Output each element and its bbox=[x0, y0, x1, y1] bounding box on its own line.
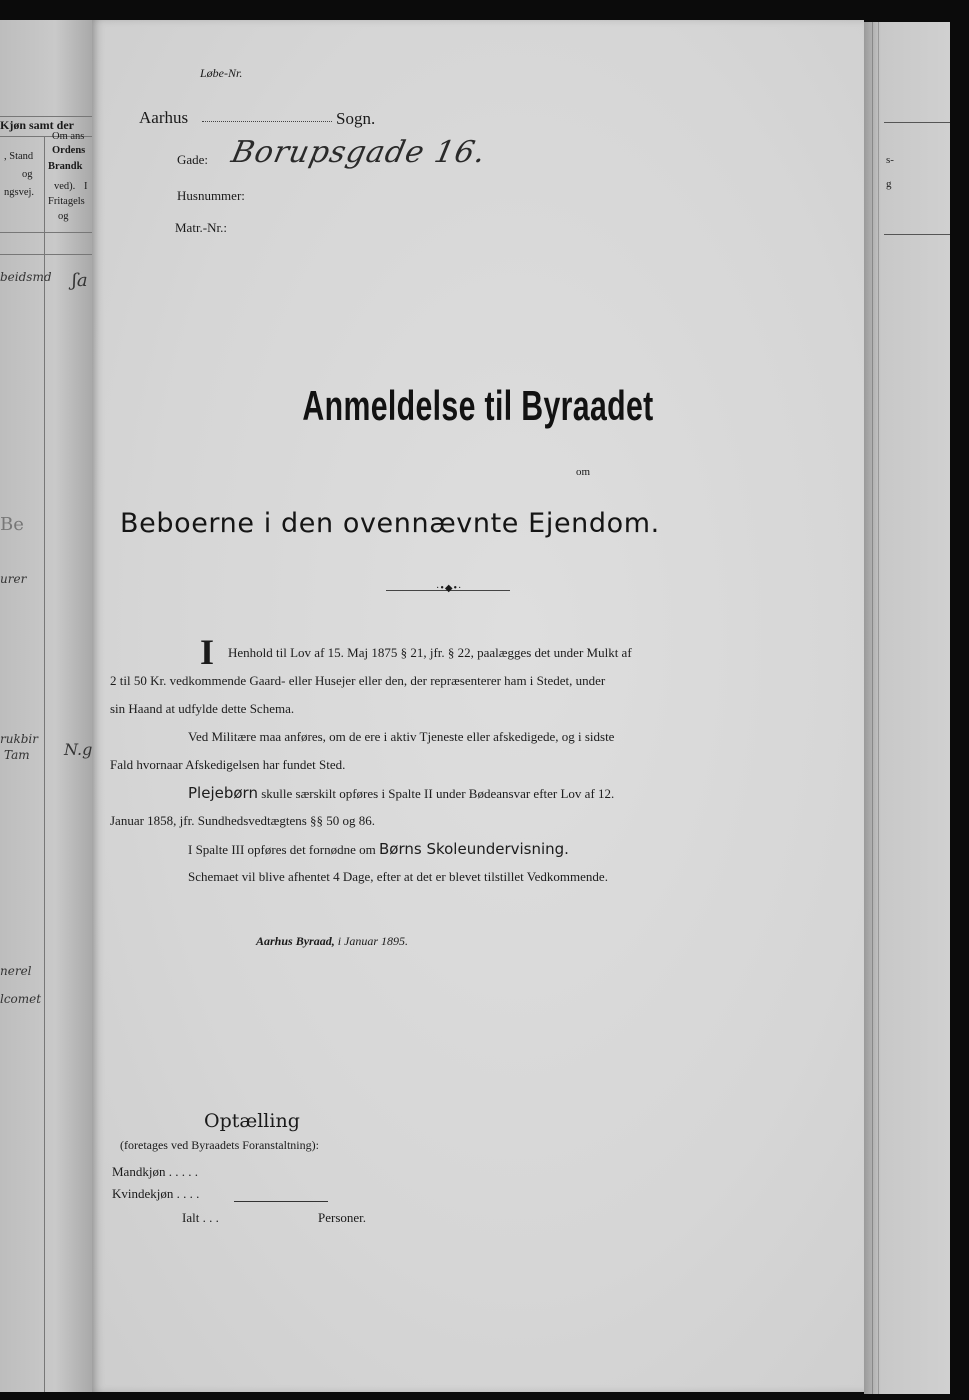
sogn-fill-line bbox=[202, 120, 332, 122]
sum-rule bbox=[234, 1201, 328, 1202]
instruction-line: Januar 1858, jfr. Sundhedsvedtægtens §§ 50 og 86. bbox=[110, 813, 376, 828]
husnummer-label: Husnummer: bbox=[177, 188, 245, 203]
title-connector: om bbox=[575, 466, 591, 478]
edge-rule bbox=[884, 122, 950, 123]
gade-handwritten-value: Borupsgade 16. bbox=[228, 135, 490, 170]
left-handwriting: nerel bbox=[0, 964, 32, 978]
lobe-nr-label: Løbe-Nr. bbox=[200, 66, 243, 80]
edge-line bbox=[872, 22, 873, 1394]
edge-mark: g bbox=[886, 178, 892, 190]
divider-ornament: ·•◆•· bbox=[436, 583, 463, 594]
left-col2-line: ved). bbox=[54, 181, 76, 192]
page-title: Anmeldelse til Byraadet bbox=[302, 382, 654, 429]
instruction-line: sin Haand at udfylde dette Schema. bbox=[110, 701, 295, 716]
instruction-line: Fald hvornaar Afskedigelsen har fundet Sted. bbox=[110, 757, 346, 772]
left-page-header: Kjøn samt der bbox=[0, 118, 74, 132]
left-col2-line: Brandk bbox=[48, 161, 83, 172]
page-stack-edge bbox=[864, 22, 950, 1394]
personer-label: Personer. bbox=[318, 1210, 367, 1225]
matr-nr-label: Matr.-Nr.: bbox=[175, 220, 227, 235]
drop-initial: I bbox=[200, 632, 215, 672]
kvindekjon-label: Kvindekjøn . . . . bbox=[112, 1186, 200, 1201]
left-col2-line: og bbox=[58, 211, 69, 222]
left-handwriting: ʃa bbox=[72, 270, 88, 291]
edge-mark: s- bbox=[886, 154, 894, 166]
left-col1-line: ngsvej. bbox=[4, 187, 35, 198]
left-handwriting: beidsmd bbox=[0, 270, 52, 284]
left-col2-line: Ordens bbox=[52, 145, 86, 156]
edge-line bbox=[878, 22, 879, 1394]
left-handwriting: urer bbox=[0, 572, 27, 586]
aarhus-label: Aarhus bbox=[139, 108, 189, 127]
left-col1-line: og bbox=[22, 169, 33, 180]
previous-page-edge bbox=[0, 20, 92, 1392]
instruction-line: Ved Militære maa anføres, om de ere i aktiv Tjeneste eller afskedigede, og i sidste bbox=[188, 729, 615, 744]
left-page-rule bbox=[0, 116, 92, 117]
signature-org: Aarhus Byraad, bbox=[256, 934, 335, 948]
left-col2-line: Fritagels bbox=[48, 196, 85, 207]
count-subheading: (foretages ved Byraadets Foranstaltning): bbox=[120, 1138, 319, 1152]
left-page-rule bbox=[0, 254, 92, 255]
skoleundervisning-emphasis: Børns Skoleundervisning. bbox=[378, 840, 569, 858]
left-handwriting: N.g bbox=[64, 740, 92, 759]
edge-rule bbox=[884, 234, 950, 235]
left-handwriting: lcomet bbox=[0, 992, 42, 1006]
instruction-text: skulle særskilt opføres i Spalte II under Bødeansvar efter Lov af 12. bbox=[261, 786, 615, 801]
left-handwriting: rukbir bbox=[0, 732, 38, 746]
count-heading: Optælling bbox=[204, 1110, 300, 1132]
plejeborn-emphasis: Plejebørn bbox=[188, 784, 258, 802]
form-page bbox=[92, 20, 864, 1392]
instruction-line: Schemaet vil blive afhentet 4 Dage, efter at det er blevet tilstillet Vedkommende. bbox=[188, 869, 608, 884]
left-page-rule bbox=[0, 232, 92, 233]
left-page-column-line bbox=[44, 136, 45, 1392]
page-subtitle: Beboerne i den ovennævnte Ejendom. bbox=[120, 508, 660, 539]
mandkjon-label: Mandkjøn . . . . . bbox=[112, 1164, 198, 1179]
signature-date: i Januar 1895. bbox=[337, 934, 409, 948]
gade-label: Gade: bbox=[177, 152, 209, 167]
instruction-line: Henhold til Lov af 15. Maj 1875 § 21, jfr. § 22, paalægges det under Mulkt af bbox=[228, 645, 632, 660]
ialt-label: Ialt . . . bbox=[182, 1210, 219, 1225]
left-handwriting: Tam bbox=[4, 748, 30, 762]
instruction-line bbox=[188, 779, 614, 808]
instruction-line: 2 til 50 Kr. vedkommende Gaard- eller Husejer eller den, der repræsenterer ham i Stedet, under bbox=[110, 673, 606, 688]
signature-line bbox=[256, 934, 408, 949]
instruction-text: I Spalte III opføres det fornødne om bbox=[188, 842, 376, 857]
left-col2-line: Om ans bbox=[52, 131, 85, 142]
instruction-line bbox=[188, 835, 569, 864]
left-col2-line: I bbox=[84, 181, 88, 192]
left-handwriting: Be bbox=[0, 514, 24, 535]
left-col1-line: , Stand bbox=[4, 151, 34, 162]
sogn-label: Sogn. bbox=[336, 109, 376, 128]
